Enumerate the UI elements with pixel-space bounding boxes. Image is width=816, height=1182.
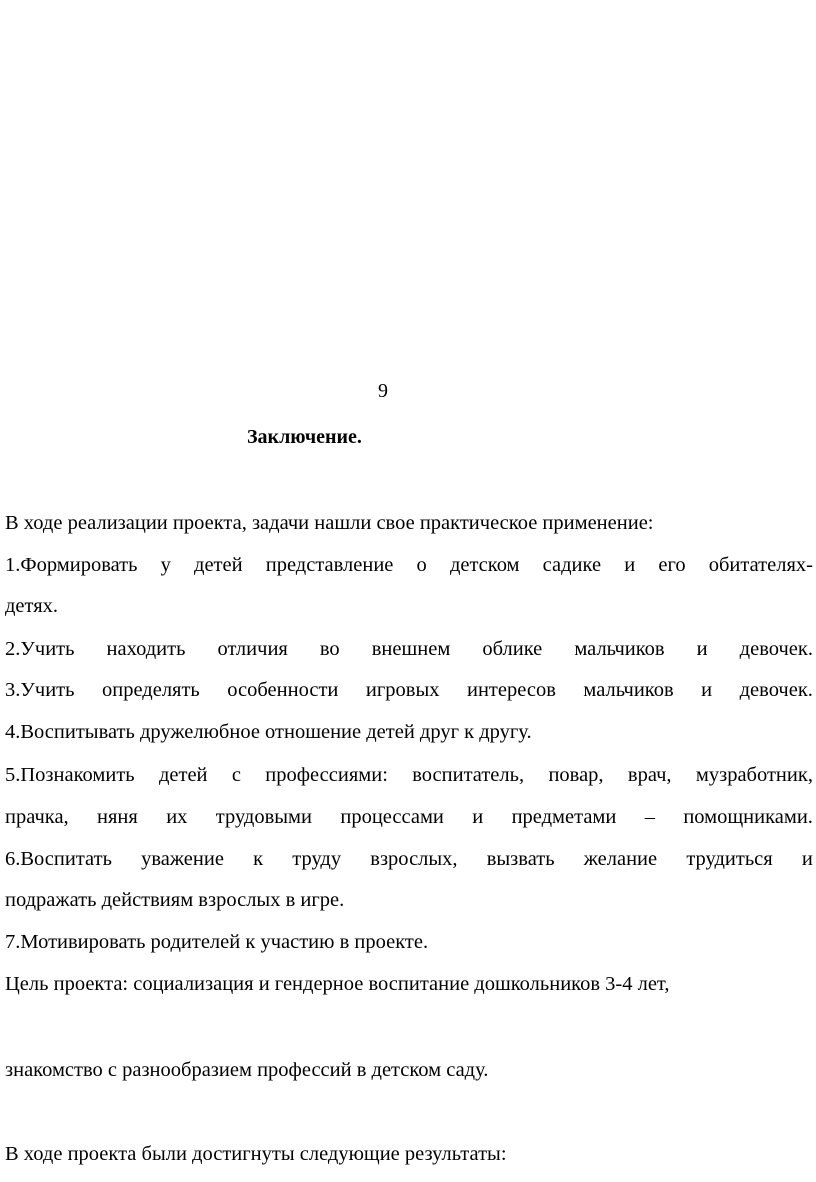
word: определять [101,679,200,701]
word: игровых [365,679,440,701]
word: 6.Воспитать [5,848,112,870]
word: и [472,806,484,828]
word: во [319,638,340,660]
word: детском [449,554,520,576]
word: 1.Формировать [5,554,138,576]
list-item-5-line-1 [5,762,813,788]
word: 2.Учить [5,638,75,660]
word: у [160,554,171,576]
word: отличия [217,638,288,660]
word: 3.Учить [5,679,75,701]
word: к [253,848,264,870]
word: представление [265,554,394,576]
word: облике [482,638,543,660]
word: внешнем [371,638,451,660]
goal-line-2: знакомство с разнообразием профессий в детском саду. [5,1059,489,1081]
word: вызвать [486,848,555,870]
word: повар, [548,764,604,786]
list-item-6-line-1 [5,846,813,872]
word: труду [292,848,342,870]
word: воспитатель, [412,764,525,786]
word: процессами [340,806,444,828]
word: желание [583,848,658,870]
word: и [701,679,713,701]
word: уважение [141,848,224,870]
word: детей [194,554,243,576]
list-item-2 [5,636,813,662]
word: 5.Познакомить [5,764,135,786]
list-item-7: 7.Мотивировать родителей к участию в проекте. [5,931,429,953]
word: девочек. [739,679,813,701]
word: садике [542,554,602,576]
word: девочек. [739,638,813,660]
list-item-1-line-2: детях. [5,595,59,617]
word: врач, [627,764,672,786]
word: прачка, [5,806,69,828]
word: и [696,638,708,660]
word: мальчиков [583,679,674,701]
word: и [624,554,636,576]
word: детей [158,764,208,786]
word: и [801,848,813,870]
word: о [416,554,427,576]
word: – [644,806,655,828]
word: их [166,806,188,828]
list-item-4: 4.Воспитывать дружелюбное отношение детей друг к другу. [5,721,532,743]
word: его [658,554,686,576]
results-heading: В ходе проекта были достигнуты следующие результаты: [5,1143,507,1165]
word: находить [106,638,186,660]
word: музработник, [695,764,813,786]
word: обитателях- [708,554,813,576]
goal-line-1: Цель проекта: социализация и гендерное воспитание дошкольников 3-4 лет, [5,973,670,995]
word: мальчиков [574,638,665,660]
word: интересов [466,679,556,701]
word: предметами [511,806,617,828]
word: взрослых, [370,848,458,870]
list-item-6-line-2: подражать действиям взрослых в игре. [5,889,345,911]
list-item-3 [5,677,813,703]
list-item-5-line-2 [5,804,813,830]
section-title: Заключение. [247,426,362,448]
word: особенности [227,679,339,701]
word: няня [97,806,138,828]
intro-paragraph: В ходе реализации проекта, задачи нашли свое практическое применение: [5,512,654,534]
list-item-1-line-1 [5,552,813,578]
word: трудовыми [215,806,312,828]
word: трудиться [686,848,773,870]
word: с [231,764,241,786]
word: помощниками. [683,806,813,828]
page-number: 9 [378,380,388,402]
word: профессиями: [265,764,388,786]
